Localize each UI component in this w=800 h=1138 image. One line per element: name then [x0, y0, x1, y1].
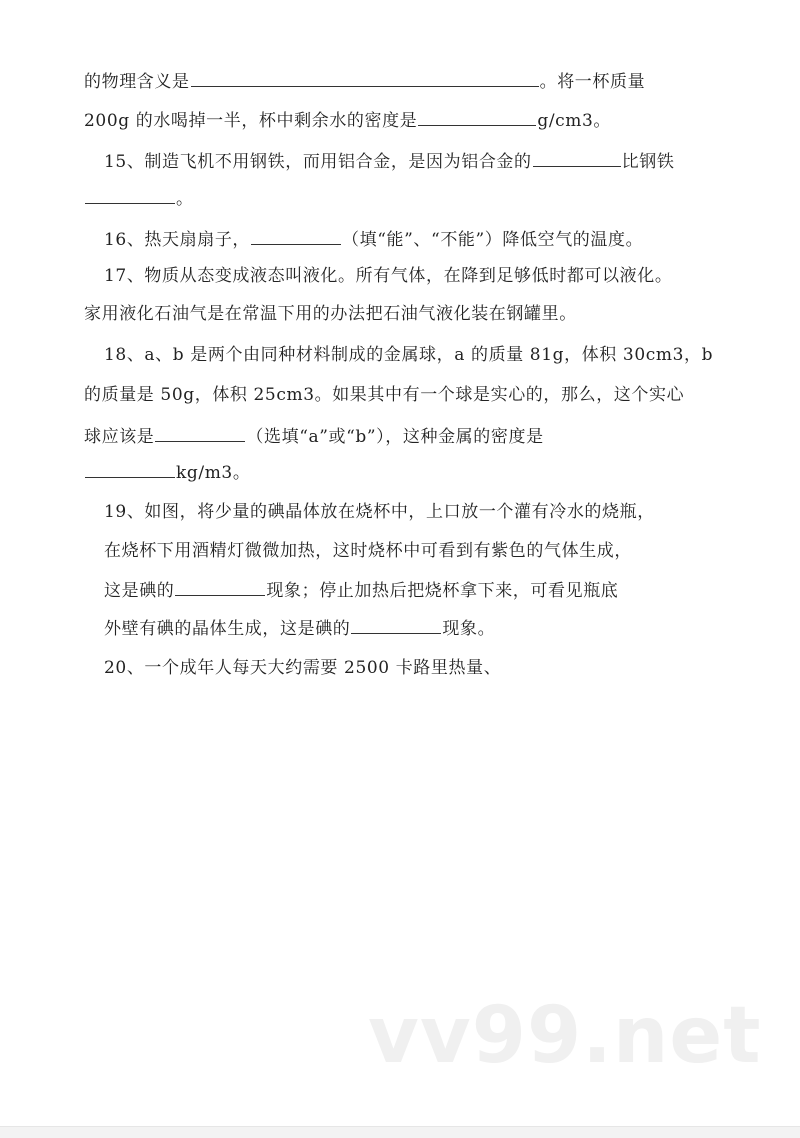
line-2-text-a: 200g 的水喝掉一半，杯中剩余水的密度是: [84, 111, 418, 131]
answer-blank[interactable]: [418, 107, 536, 126]
line-14-text-b: 现象；停止加热后把烧杯拿下来，可看见瓶底: [266, 581, 619, 601]
question-18-line-4: [84, 459, 250, 485]
line-12-text: 19、如图，将少量的碘晶体放在烧杯中，上口放一个灌有冷水的烧瓶，: [104, 502, 655, 522]
question-17-line-2: [84, 302, 577, 326]
question-19-line-3: [104, 577, 618, 603]
answer-blank[interactable]: [175, 577, 265, 596]
line-1-text-a: 的物理含义是: [84, 72, 190, 92]
line-4-text-b: 。: [176, 189, 194, 209]
line-15-text-a: 外壁有碘的晶体生成，这是碘的: [104, 619, 351, 639]
question-15-line-1: [104, 148, 674, 174]
line-5-text-a: 16、热天扇扇子，: [104, 230, 251, 250]
question-15-line-2: [84, 185, 194, 211]
answer-blank[interactable]: [351, 615, 441, 634]
line-13-text: 在烧杯下用酒精灯微微加热，这时烧杯中可看到有紫色的气体生成，: [104, 541, 632, 561]
line-15-text-b: 现象。: [442, 619, 496, 639]
answer-blank[interactable]: [533, 148, 621, 167]
answer-blank[interactable]: [155, 423, 245, 442]
answer-blank[interactable]: [251, 226, 341, 245]
watermark: vv99.net: [368, 991, 762, 1081]
answer-blank[interactable]: [85, 185, 175, 204]
text-line-1: [84, 68, 645, 94]
question-18-line-2: [84, 383, 684, 407]
question-19-line-4: [104, 615, 495, 641]
line-1-text-b: 。将一杯质量: [539, 72, 646, 92]
text-line-2: [84, 107, 611, 133]
line-2-text-b: g/cm3。: [537, 111, 612, 131]
line-3-text-b: 比钢铁: [621, 152, 675, 172]
line-6-text: 17、物质从态变成液态叫液化。所有气体，在降到足够低时都可以液化。: [104, 266, 673, 286]
question-18-line-3: [84, 423, 544, 449]
line-10-text-a: 球应该是: [84, 427, 155, 447]
question-16-line: [104, 226, 643, 252]
line-9-text: 的质量是 50g，体积 25cm3。如果其中有一个球是实心的，那么，这个实心: [84, 385, 685, 405]
page-bottom-edge: [0, 1126, 800, 1138]
line-16-text: 20、一个成年人每天大约需要 2500 卡路里热量、: [104, 658, 502, 678]
line-3-text-a: 15、制造飞机不用钢铁，而用铝合金，是因为铝合金的: [104, 152, 532, 172]
answer-blank[interactable]: [85, 459, 175, 478]
question-17-line-1: [104, 264, 672, 288]
line-7-text: 家用液化石油气是在常温下用的办法把石油气液化装在钢罐里。: [84, 304, 577, 324]
line-5-text-b: （填“能”、“不能”）降低空气的温度。: [342, 230, 644, 250]
line-14-text-a: 这是碘的: [104, 581, 175, 601]
question-20-line-1: [104, 656, 501, 680]
line-11-text-b: kg/m3。: [176, 463, 251, 483]
line-8-text: 18、a、b 是两个由同种材料制成的金属球，a 的质量 81g，体积 30cm3，b: [104, 345, 714, 365]
question-19-line-1: [104, 500, 655, 524]
question-18-line-1: [104, 343, 713, 367]
line-10-text-b: （选填“a”或“b”），这种金属的密度是: [246, 427, 544, 447]
answer-blank[interactable]: [191, 68, 539, 87]
question-19-line-2: [104, 539, 632, 563]
